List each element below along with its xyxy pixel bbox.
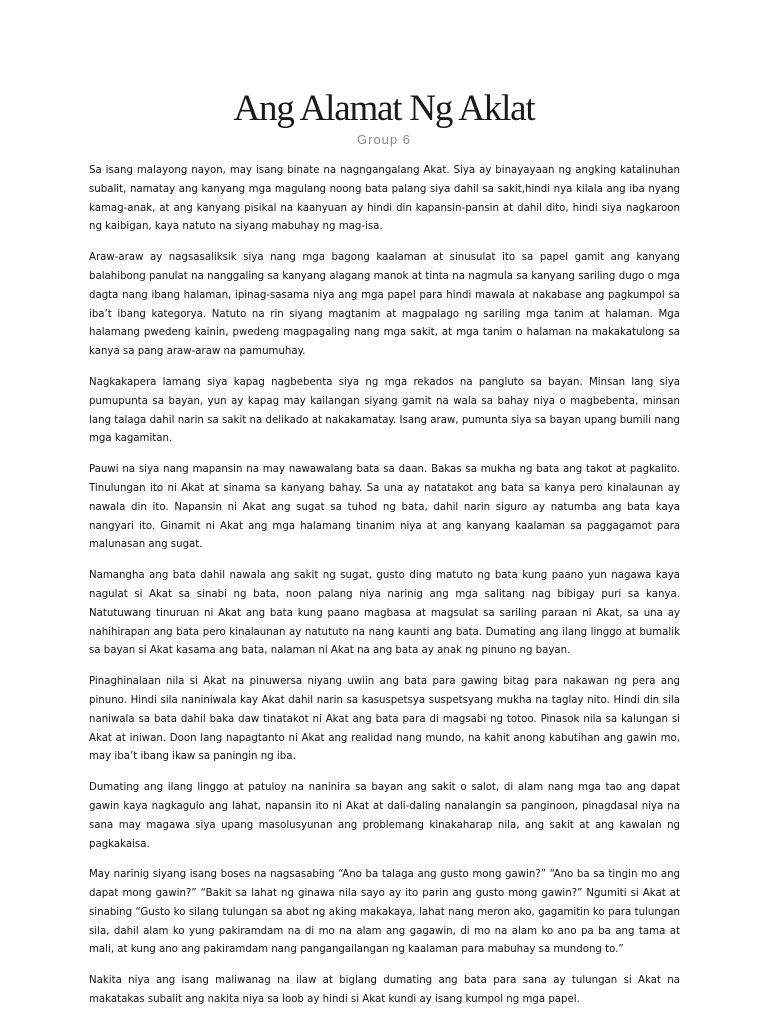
paragraph-4: Pauwi na siya nang mapansin na may nawawalang bata sa daan. Bakas sa mukha ng bata ang takot at pagkalito. Tinulungan ito ni Akat at sinama sa kanyang bahay. Sa una ay natatakot ang bata sa kanya pero kinalaunan ay nawala din ito. Napansin ni Akat ang sugat sa tuhod ng bata, dahil narin siguro ay natumba ang bata kaya nangyari ito. Ginamit ni Akat ang mga halamang tinanim niya at ang kanyang kaalaman sa paggagamot para malunasan ang sugat. xyxy=(89,464,680,551)
paragraph-3: Nagkakapera lamang siya kapag nagbebenta siya ng mga rekados na pangluto sa bayan. Minsan lang siya pumupunta sa bayan, yun ay kapag may kailangan siyang gamit na wala sa bahay niya o magbebenta, minsan lang talaga dahil narin sa sakit na delikado at nakakamatay. Isang araw, pumunta siya sa bayan upang bumili nang mga kagamitan. xyxy=(89,376,680,445)
document-body xyxy=(89,162,680,1022)
paragraph-2: Araw-araw ay nagsasaliksik siya nang mga bagong kaalaman at sinusulat ito sa papel gamit ang kanyang balahibong panulat na nanggaling sa kanyang alagang manok at tinta na nagmula sa kanyang sariling dugo o mga dagta nang ibang halaman, ipinag-sasama niya ang mga papel para hindi mawala at nakabase ang pagkumpol sa iba’t ibang kategorya. Natuto na rin siyang magtanim at magpalago ng sariling mga tanim at halaman. Mga halamang pwedeng kainin, pwedeng magpagaling nang mga sakit, at mga tanim o halaman na makakatulong sa kanya sa pang araw-araw na pamumuhay. xyxy=(89,252,680,358)
paragraph-6: Pinaghinalaan nila si Akat na pinuwersa niyang uwiin ang bata para gawing bitag para nakawan ng pera ang pinuno. Hindi sila naniniwala kay Akat dahil narin sa kasuspetsya suspetsyang mukha na taglay nito. Hindi din sila naniwala sa bata dahil baka daw tinatakot ni Akat ang bata para di magsabi ng totoo. Pinasok nila sa kalungan si Akat at iniwan. Doon lang napagtanto ni Akat ang realidad nang mundo, na kahit anong kabutihan ang gawin mo, may iba’t ibang ikaw sa paningin ng iba. xyxy=(89,676,680,763)
paragraph-9: Nakita niya ang isang maliwanag na ilaw at biglang dumating ang bata para sana ay tulungan si Akat na makatakas subalit ang nakita niya sa loob ay hindi si Akat kundi ay isang kumpol ng mga papel. xyxy=(89,975,680,1006)
document-subtitle: Group 6 xyxy=(357,132,411,147)
paragraph-7: Dumating ang ilang linggo at patuloy na naninira sa bayan ang sakit o salot, di alam nang mga tao ang dapat gawin kaya nagkagulo ang lahat, napansin ito ni Akat at dali-daling nanalangin sa panginoon, pinagdasal niya na sana may magawa siya upang masolusyunan ang problemang kinakaharap nila, ang sakit at ang kawalan ng pagkakaisa. xyxy=(89,782,680,850)
paragraph-8: May narinig siyang isang boses na nagsasabing “Ano ba talaga ang gusto mong gawin?” “Ano ba sa tingin mo ang dapat mong gawin?” “Bakit sa lahat ng ginawa nila sayo ay ito parin ang gusto mong gawin?” Ngumiti si Akat at sinabing “Gusto ko silang tulungan sa abot ng aking makakaya, lahat nang meron ako, gagamitin ko para tulungan sila, dahil alam ko yung pakiramdam na di mo na alam ang gagawin, di mo na alam ko ano pa ba ang tama at mali, at kung ano ang pakiramdam nang pangangailangan ng kaalaman para mabuhay sa mundong to.” xyxy=(89,869,680,956)
document-title: Ang Alamat Ng Aklat xyxy=(233,88,535,129)
paragraph-5: Namangha ang bata dahil nawala ang sakit ng sugat, gusto ding matuto ng bata kung paano yun nagawa kaya nagulat si Akat sa sinabi ng bata, noon palang niya narinig ang mga salitang nag bibigay puri sa kanya. Natutuwang tinuruan ni Akat ang bata kung paano magbasa at magsulat sa sariling paraan ni Akat, sa una ay nahihirapan ang bata pero kinalaunan ay natututo na nang kaunti ang bata. Dumating ang ilang linggo at bumalik sa bayan si Akat kasama ang bata, nalaman ni Akat na ang bata ay anak ng pinuno ng bayan. xyxy=(89,570,680,657)
paragraph-1: Sa isang malayong nayon, may isang binate na nagngangalang Akat. Siya ay binayayaan ng angking katalinuhan subalit, namatay ang kanyang mga magulang noong bata palang siya dahil sa sakit,hindi nya kilala ang iba nyang kamag-anak, at ang kanyang pisikal na kaanyuan ay hindi din kapansin-pansin at dahil dito, hindi siya nagkaroon ng kaibigan, kaya natuto na siyang mabuhay ng mag-isa. xyxy=(89,165,680,233)
